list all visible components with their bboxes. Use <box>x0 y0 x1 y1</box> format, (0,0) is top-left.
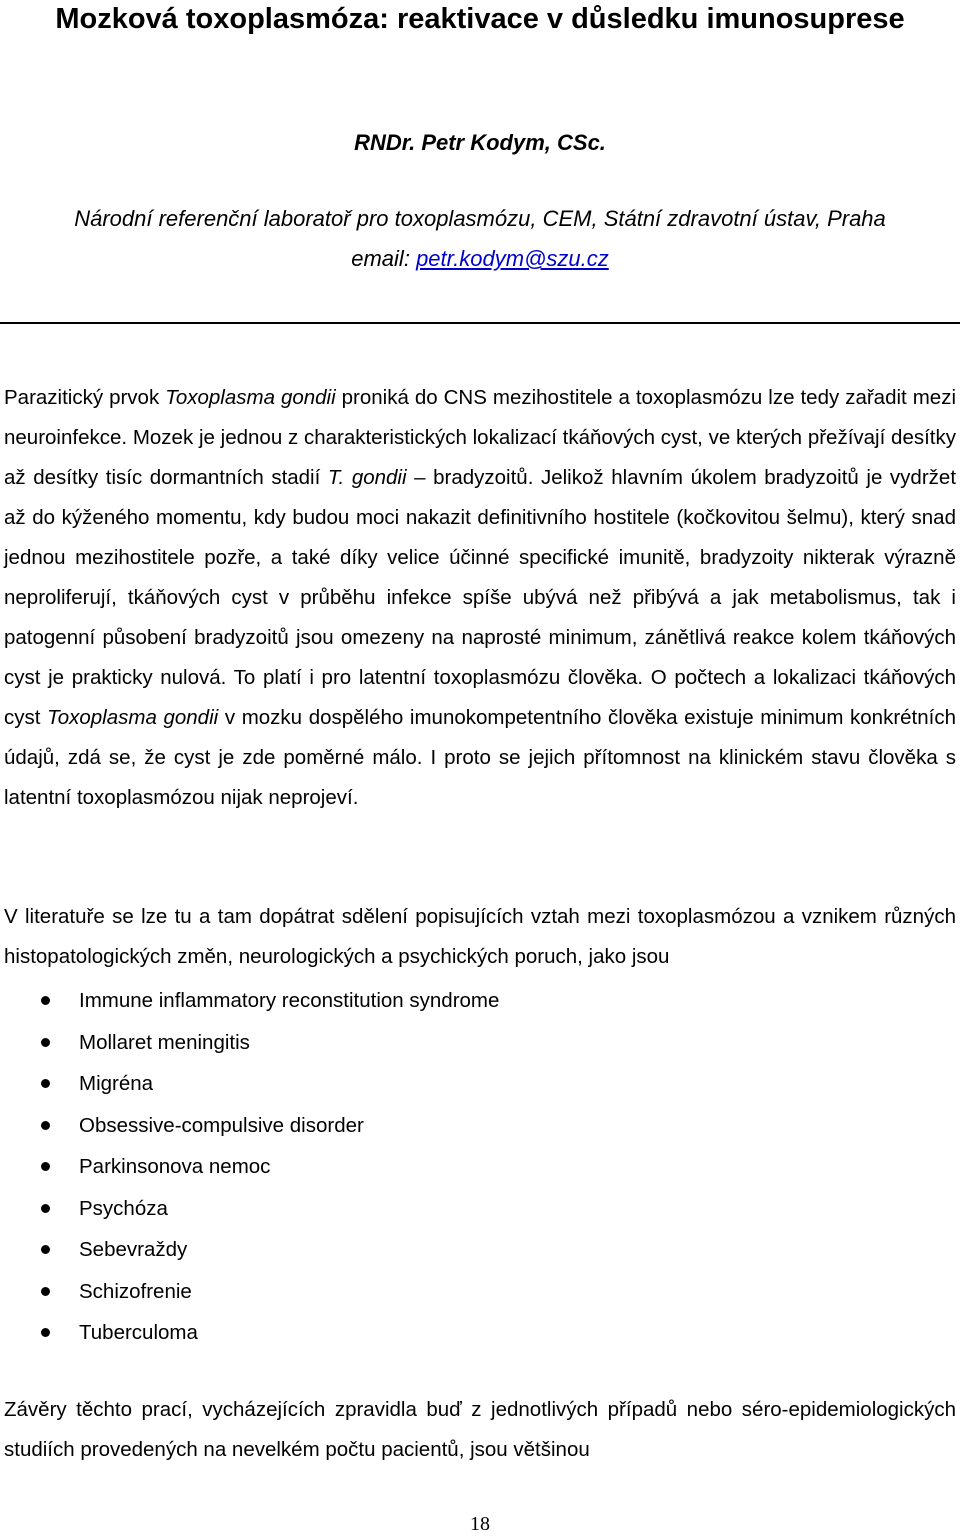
list-item-label: Sebevraždy <box>79 1238 188 1261</box>
bullet-icon <box>41 1245 50 1254</box>
email-label: email: <box>351 246 410 271</box>
paragraph-literature: V literatuře se lze tu a tam dopátrat sdělení popisujících vztah mezi toxoplasmózou a vznikem různých histopatologických změn, neurologických a psychických poruch, jako jsou <box>4 905 956 968</box>
list-item-label: Psychóza <box>79 1196 168 1220</box>
paragraph-intro <box>4 378 956 818</box>
bullet-icon <box>41 1328 50 1337</box>
list-item-label: Obsessive-compulsive disorder <box>79 1113 364 1137</box>
horizontal-divider <box>0 322 960 324</box>
affiliation-block <box>0 199 960 279</box>
species-name: Toxoplasma gondii <box>47 706 219 729</box>
paragraph-text: Parazitický prvok <box>4 386 166 409</box>
bullet-icon <box>41 1079 50 1088</box>
list-item <box>0 980 499 1022</box>
email-link[interactable]: petr.kodym@szu.cz <box>416 246 609 271</box>
page-title: Mozková toxoplasmóza: reaktivace v důsledku imunosuprese <box>55 3 905 35</box>
bullet-icon <box>41 1287 50 1296</box>
species-name: Toxoplasma gondii <box>165 386 336 409</box>
species-name: T. gondii <box>327 466 407 489</box>
paragraph-text: v mozku dospělého imunokompetentního člověka existuje minimum konkrétních údajů, zdá se, že cyst je zde poměrné málo. I proto se jejich přítomnost na klinickém stavu člověka s latentní toxoplasmózou nijak neprojeví. <box>4 706 956 809</box>
list-item <box>0 1146 499 1188</box>
disorder-list <box>0 980 499 1354</box>
list-item-label: Migréna <box>79 1072 154 1095</box>
bullet-icon <box>41 1162 50 1171</box>
list-item-label: Tuberculoma <box>79 1321 198 1344</box>
list-item <box>0 1229 499 1271</box>
list-item-label: Immune inflammatory reconstitution syndrome <box>79 989 500 1012</box>
list-item <box>0 1022 499 1064</box>
author-name: RNDr. Petr Kodym, CSc. <box>354 130 606 155</box>
list-item-label: Parkinsonova nemoc <box>79 1155 271 1178</box>
email-line <box>0 239 960 279</box>
page-number: 18 <box>470 1513 490 1535</box>
bullet-icon <box>41 1204 50 1213</box>
paragraph-text: proniká do CNS mezihostitele a toxoplasmózu lze tedy zařadit mezi neuroinfekce. Mozek je jednou z charakteristických lokalizací tkáňových cyst, ve kterých přežívají desítky až desítky tisíc dormantních stadií <box>4 386 956 489</box>
paragraph-text: – bradyzoitů. Jelikož hlavním úkolem bradyzoitů je vydržet až do kýženého momentu, kdy budou moci nakazit definitivního hostitele (kočkovitou šelmu), který snad jednou mezihostitele pozře, a také díky velice účinné specifické imunitě, bradyzoity nikterak výrazně neproliferují, tkáňových cyst v průběhu infekce spíše ubývá než přibývá a jak metabolismus, tak i patogenní působení bradyzoitů jsou omezeny na naprosté minimum, zánětlivá reakce kolem tkáňových cyst je prakticky nulová. To platí i pro latentní toxoplasmózu člověka. O počtech a lokalizaci tkáňových cyst <box>4 466 957 729</box>
list-item <box>0 1312 499 1354</box>
bullet-icon <box>41 1121 50 1130</box>
bullet-icon <box>41 996 50 1005</box>
list-item <box>0 1105 499 1147</box>
list-item <box>0 1271 499 1313</box>
list-item <box>0 1188 499 1230</box>
affiliation: Národní referenční laboratoř pro toxoplasmózu, CEM, Státní zdravotní ústav, Praha <box>74 206 886 231</box>
paragraph-conclusions: Závěry těchto prací, vycházejících zpravidla buď z jednotlivých případů nebo séro-epidemiologických studiích provedených na nevelkém počtu pacientů, jsou většinou <box>4 1398 956 1461</box>
list-item <box>0 1063 499 1105</box>
bullet-icon <box>41 1038 50 1047</box>
list-item-label: Schizofrenie <box>79 1279 192 1303</box>
list-item-label: Mollaret meningitis <box>79 1030 250 1054</box>
